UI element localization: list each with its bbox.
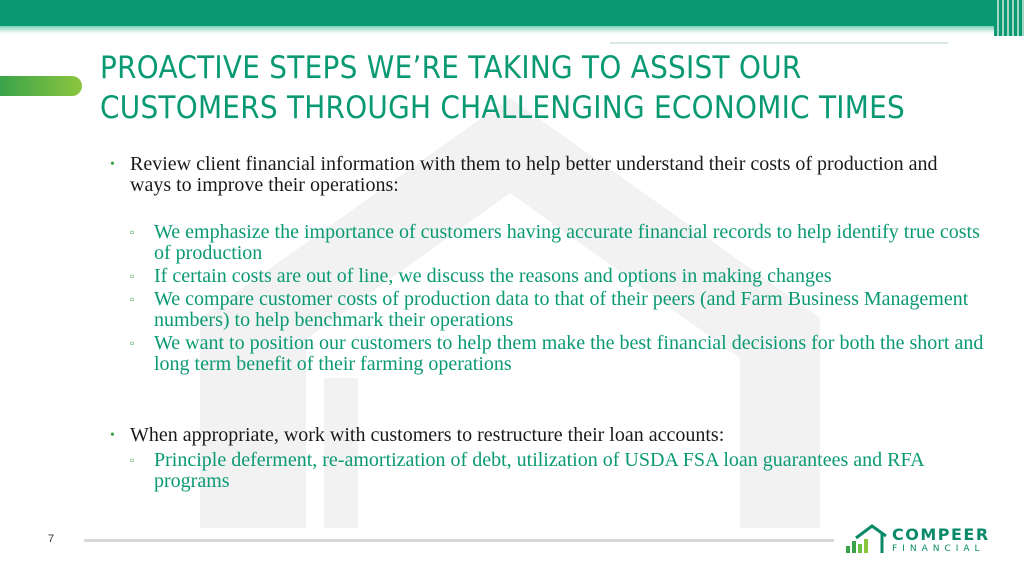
sub-bullet-marker: ▫ [130,453,135,467]
bullet-marker: • [110,428,115,443]
sub-bullet [130,222,990,264]
header-shadow [0,26,1024,34]
sub-bullet-marker: ▫ [130,269,135,283]
sub-bullet-text: We emphasize the importance of customers having accurate financial records to help identify true costs of production [154,221,980,264]
logo-wordmark: COMPEER [892,525,990,544]
page-number: 7 [48,533,55,545]
sub-bullet-text: Principle deferment, re-amortization of debt, utilization of USDA FSA loan guarantees and RFA programs [154,449,924,492]
bullet-1-sublist [130,222,990,377]
logo-subtitle: FINANCIAL [892,544,985,554]
sub-bullet [130,450,990,492]
title-line-2: CUSTOMERS THROUGH CHALLENGING ECONOMIC TIMES [100,90,905,126]
sub-bullet-text: We compare customer costs of production data to that of their peers (and Farm Business Management numbers) to help benchmark their operations [154,288,969,331]
slide-title [100,48,905,128]
footer-divider [84,539,834,542]
bullet-2-text: When appropriate, work with customers to restructure their loan accounts: [130,424,725,446]
sub-bullet-marker: ▫ [130,336,135,350]
title-line-1: PROACTIVE STEPS WE’RE TAKING TO ASSIST OUR [100,50,802,86]
sub-bullet-marker: ▫ [130,292,135,306]
bullet-1 [110,154,980,196]
accent-tab [0,76,82,96]
sub-bullet-marker: ▫ [130,225,135,239]
bullet-2 [110,425,980,446]
compeer-house-bars-icon [844,524,888,554]
sub-bullet [130,289,990,331]
sub-bullet [130,266,990,287]
bullet-marker: • [110,157,115,172]
header-divider [610,42,948,44]
sub-bullet [130,333,990,375]
sub-bullet-text: If certain costs are out of line, we discuss the reasons and options in making changes [154,265,832,287]
bullet-2-sublist [130,450,990,494]
header-stripes [994,0,1024,36]
bullet-1-text: Review client financial information with them to help better understand their costs of production and ways to improve their operations: [130,153,938,196]
compeer-logo [844,524,990,556]
top-header-bar [0,0,1024,26]
sub-bullet-text: We want to position our customers to help them make the best financial decisions for both the short and long term benefit of their farming operations [154,332,984,375]
